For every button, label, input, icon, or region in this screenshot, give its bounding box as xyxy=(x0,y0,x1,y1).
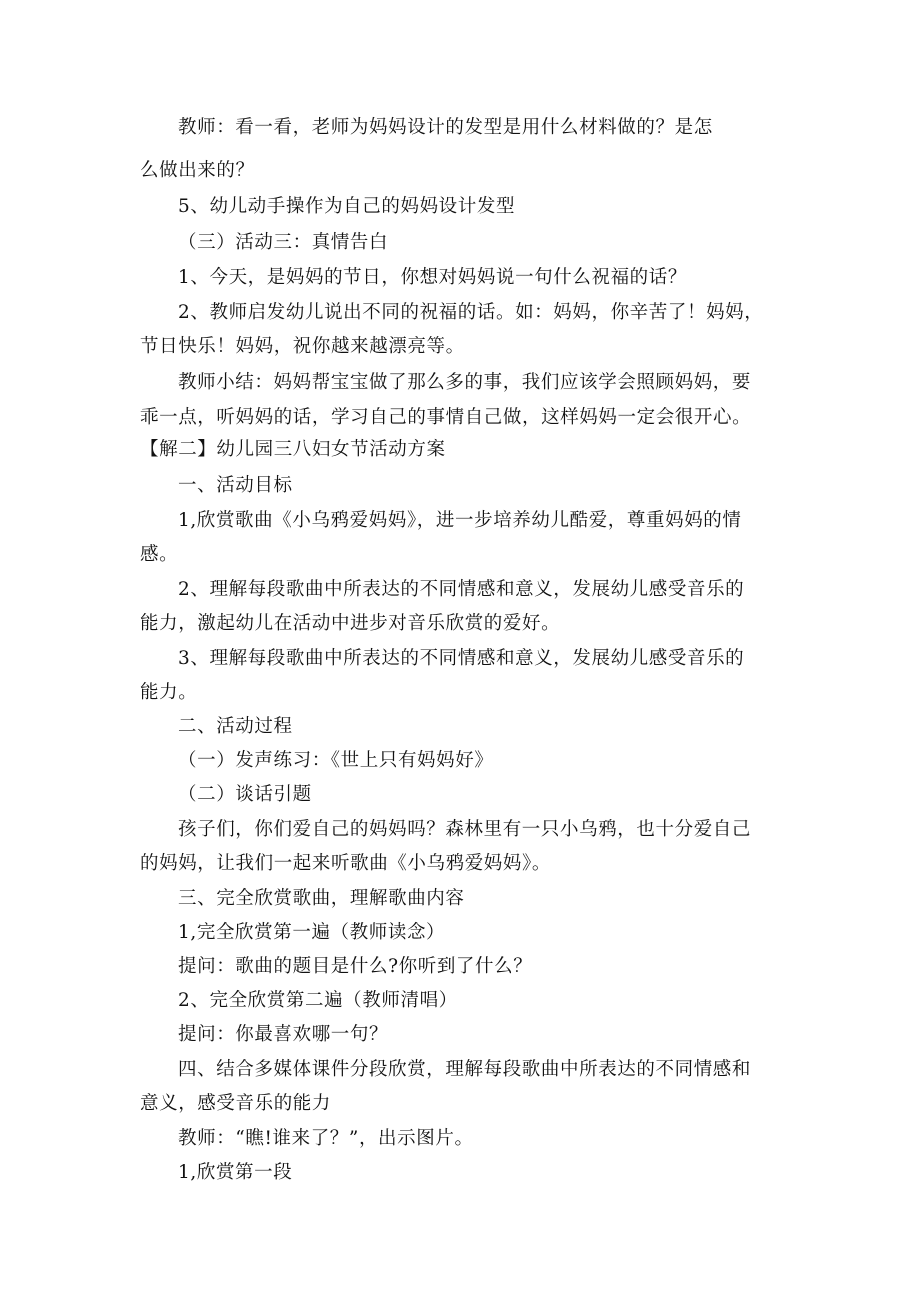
text-line: 能力，激起幼儿在活动中进步对音乐欣赏的爱好。 xyxy=(140,613,561,634)
text-line: 2、教师启发幼儿说出不同的祝福的话。如：妈妈，你辛苦了！妈妈， xyxy=(178,302,764,323)
text-line: 乖一点，听妈妈的话，学习自己的事情自己做，这样妈妈一定会很开心。 xyxy=(140,407,752,428)
text-line: 么做出来的？ xyxy=(140,160,255,181)
text-line: 能力。 xyxy=(140,682,198,703)
text-line: 1,欣赏歌曲《小乌鸦爱妈妈》，进一步培养幼儿酷爱，尊重妈妈的情 xyxy=(178,510,742,531)
text-line: 感。 xyxy=(140,544,179,565)
section-heading: 二、活动过程 xyxy=(178,716,293,737)
text-line: 意义，感受音乐的能力 xyxy=(140,1093,332,1114)
text-line: 的妈妈，让我们一起来听歌曲《小乌鸦爱妈妈》。 xyxy=(140,853,551,874)
text-line: 1、今天，是妈妈的节日，你想对妈妈说一句什么祝福的话？ xyxy=(178,267,687,288)
text-line: 2、理解每段歌曲中所表达的不同情感和意义，发展幼儿感受音乐的 xyxy=(178,579,745,600)
section-heading: 【解二】幼儿园三八妇女节活动方案 xyxy=(140,439,446,460)
section-heading: （三）活动三：真情告白 xyxy=(178,232,389,253)
text-line: 教师：看一看，老师为妈妈设计的发型是用什么材料做的？是怎 xyxy=(178,117,713,138)
section-heading: 四、结合多媒体课件分段欣赏，理解每段歌曲中所表达的不同情感和 xyxy=(178,1059,752,1080)
text-line: 提问：你最喜欢哪一句？ xyxy=(178,1024,389,1045)
text-line: 5、幼儿动手操作为自己的妈妈设计发型 xyxy=(178,196,516,217)
section-heading: （二）谈话引题 xyxy=(178,784,312,805)
text-line: 2、完全欣赏第二遍（教师清唱） xyxy=(178,990,458,1011)
text-line: 3、理解每段歌曲中所表达的不同情感和意义，发展幼儿感受音乐的 xyxy=(178,648,745,669)
section-heading: 一、活动目标 xyxy=(178,475,293,496)
text-line: 提问：歌曲的题目是什么?你听到了什么？ xyxy=(178,956,533,977)
text-line: 1,欣赏第一段 xyxy=(178,1162,293,1183)
section-heading: （一）发声练习：《世上只有妈妈好》 xyxy=(178,750,494,771)
text-line: 孩子们，你们爱自己的妈妈吗？森林里有一只小乌鸦，也十分爱自己 xyxy=(178,819,752,840)
text-line: 节日快乐！妈妈，祝你越来越漂亮等。 xyxy=(140,336,465,357)
section-heading: 三、完全欣赏歌曲，理解歌曲内容 xyxy=(178,888,465,909)
text-line: 教师小结：妈妈帮宝宝做了那么多的事，我们应该学会照顾妈妈，要 xyxy=(178,372,752,393)
text-line: 教师：“瞧!谁来了？”，出示图片。 xyxy=(178,1128,474,1149)
text-line: 1,完全欣赏第一遍（教师读念） xyxy=(178,922,446,943)
